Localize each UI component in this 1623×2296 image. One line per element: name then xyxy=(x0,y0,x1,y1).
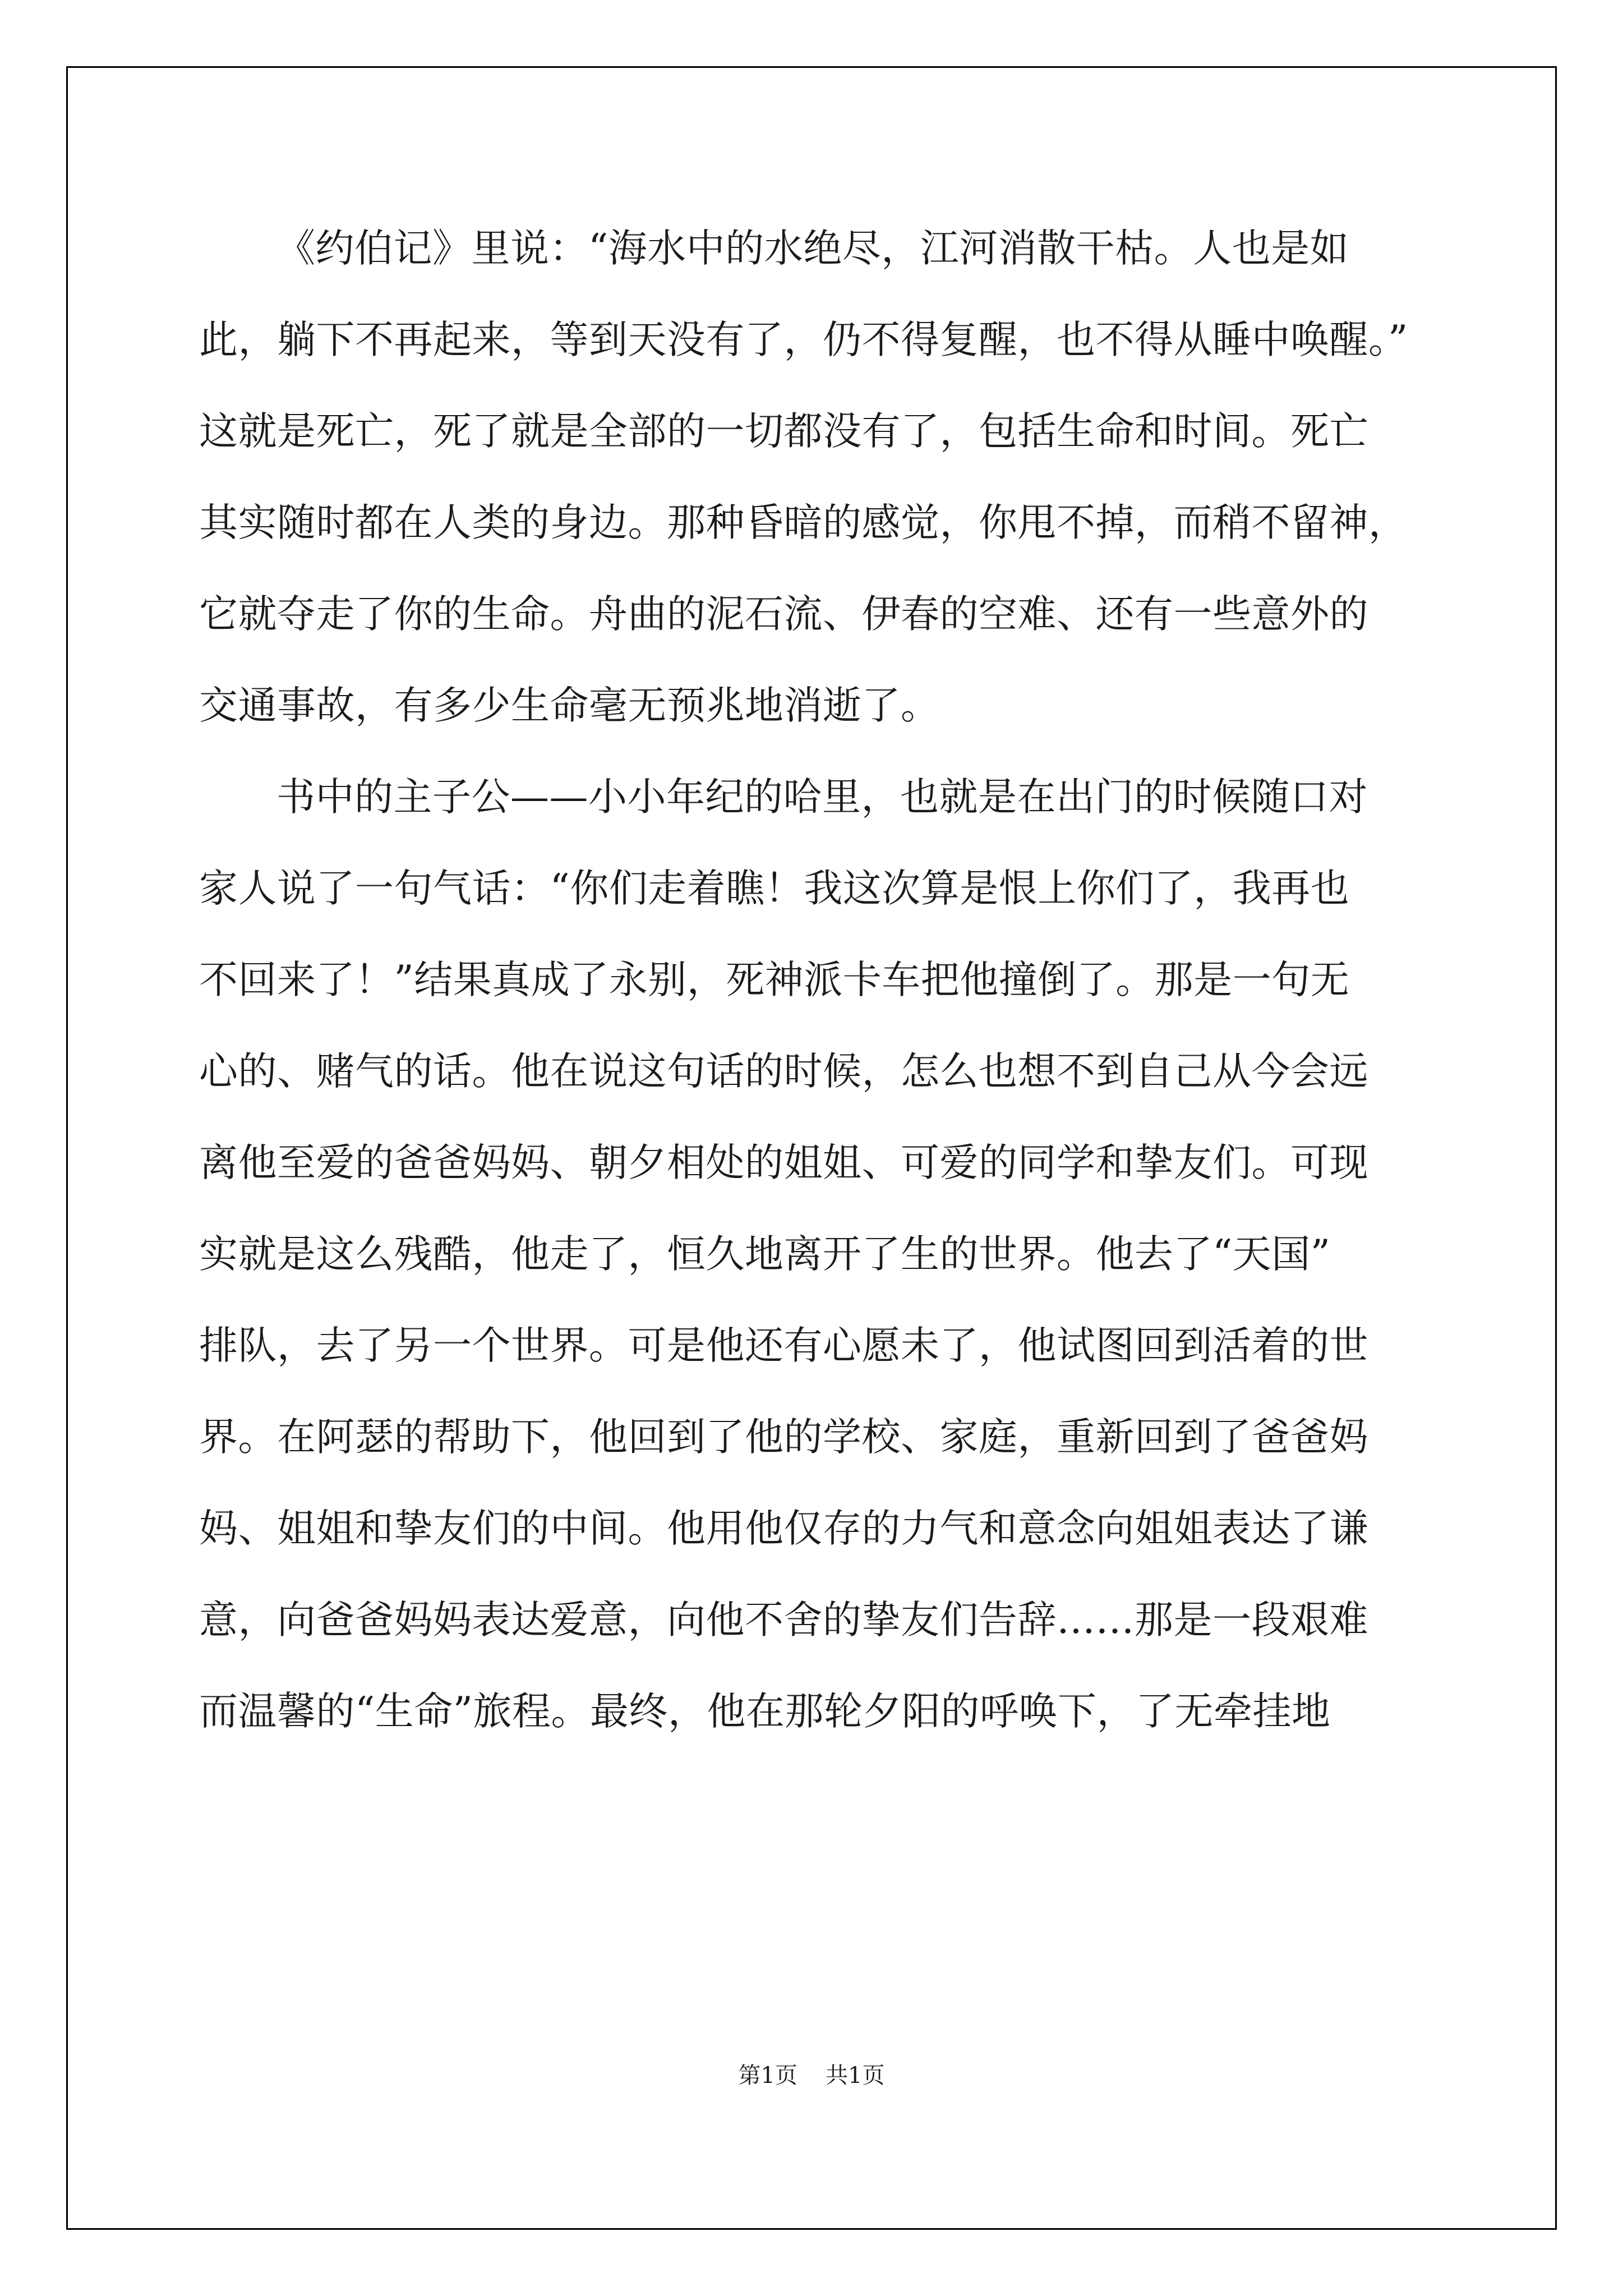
paragraph-2-line-2: 家人说了一句气话：“你们走着瞧！我这次算是恨上你们了，我再也 xyxy=(199,866,1350,911)
paragraph-2-line-7: 排队，去了另一个世界。可是他还有心愿未了，他试图回到活着的世 xyxy=(199,1323,1368,1368)
paragraph-1-line-6: 交通事故，有多少生命毫无预兆地消逝了。 xyxy=(199,683,940,728)
paragraph-1-line-3: 这就是死亡，死了就是全部的一切都没有了，包括生命和时间。死亡 xyxy=(199,409,1368,454)
document-body xyxy=(199,203,1430,1757)
page-number-total: 共1页 xyxy=(826,2063,885,2088)
paragraph-2-line-10: 意，向爸爸妈妈表达爱意，向他不舍的挚友们告辞……那是一段艰难 xyxy=(199,1598,1368,1642)
paragraph-1-line-4: 其实随时都在人类的身边。那种昏暗的感觉，你甩不掉，而稍不留神， xyxy=(199,500,1408,545)
paragraph-2-line-9: 妈、姐姐和挚友们的中间。他用他仅存的力气和意念向姐姐表达了谦 xyxy=(199,1506,1368,1551)
paragraph-2-line-3: 不回来了！”结果真成了永别，死神派卡车把他撞倒了。那是一句无 xyxy=(199,958,1350,1002)
paragraph-2-line-11: 而温馨的“生命”旅程。最终，他在那轮夕阳的呼唤下，了无牵挂地 xyxy=(199,1689,1331,1734)
paragraph-2-line-4: 心的、赌气的话。他在说这句话的时候，怎么也想不到自己从今会远 xyxy=(199,1049,1368,1094)
paragraph-1-line-5: 它就夺走了你的生命。舟曲的泥石流、伊春的空难、还有一些意外的 xyxy=(199,592,1368,637)
paragraph-2-line-1: 书中的主子公——小小年纪的哈里，也就是在出门的时候随口对 xyxy=(276,775,1368,820)
paragraph-2-line-8: 界。在阿瑟的帮助下，他回到了他的学校、家庭，重新回到了爸爸妈 xyxy=(199,1415,1368,1460)
paragraph-2-line-6: 实就是这么残酷，他走了，恒久地离开了生的世界。他去了“天国” xyxy=(199,1232,1331,1277)
page-number-current: 第1页 xyxy=(738,2063,797,2088)
paragraph-2-line-5: 离他至爱的爸爸妈妈、朝夕相处的姐姐、可爱的同学和挚友们。可现 xyxy=(199,1140,1368,1185)
page-footer xyxy=(0,2058,1623,2090)
paragraph-1-line-2: 此，躺下不再起来，等到天没有了，仍不得复醒，也不得从睡中唤醒。” xyxy=(199,318,1408,362)
paragraph-1-line-1: 《约伯记》里说：“海水中的水绝尽，江河消散干枯。人也是如 xyxy=(276,226,1349,271)
